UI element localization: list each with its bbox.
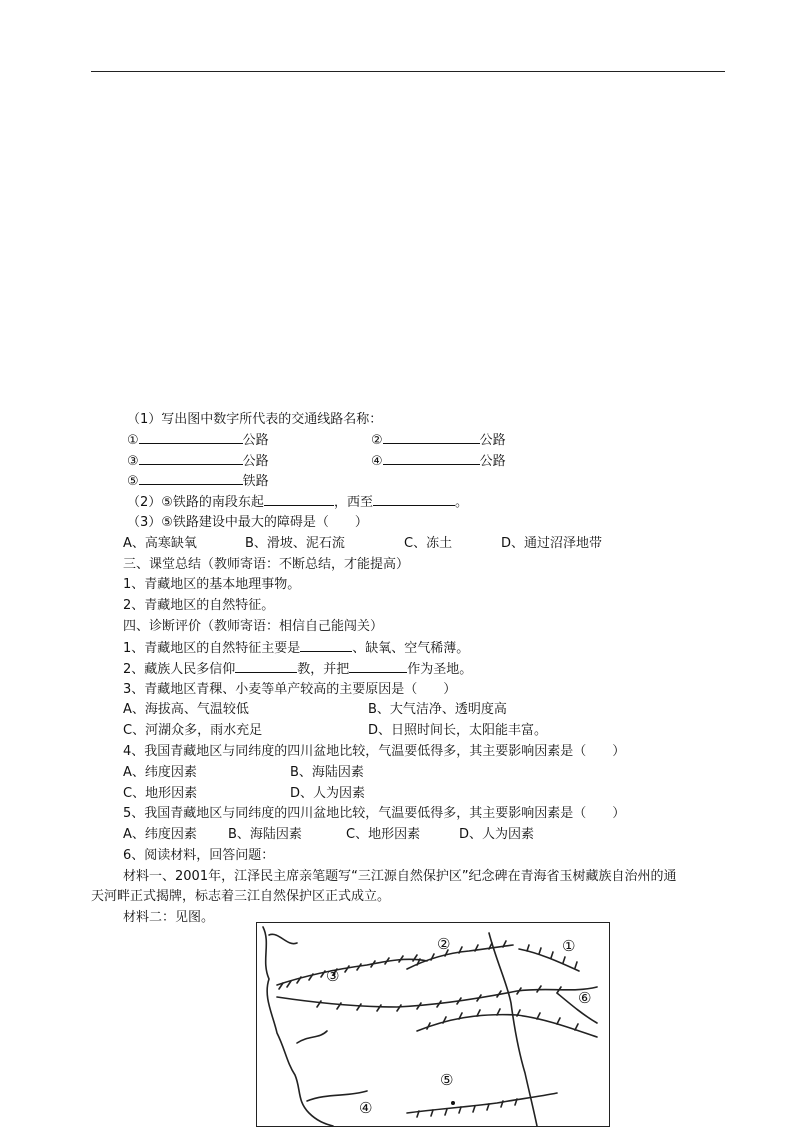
map-label-1: ①	[562, 937, 576, 955]
eval-q1	[123, 639, 469, 658]
eval-q2-text-a: 2、藏族人民多信仰	[123, 662, 236, 677]
eval-q3-a: A、海拔高、气温较低	[123, 702, 249, 717]
q3-opt-d: D、通过沼泽地带	[501, 536, 603, 551]
eval-q5-c: C、地形因素	[346, 827, 421, 842]
west-feature	[297, 1031, 327, 1043]
q2-text-b: ，西至	[333, 495, 373, 510]
eval-q2-text-c: 作为圣地。	[407, 662, 473, 677]
q1-item-1	[127, 431, 269, 450]
num-3: ③	[127, 454, 139, 469]
num-1: ①	[127, 433, 139, 448]
eval-q5-a: A、纬度因素	[123, 827, 197, 842]
summary-point-2: 2、青藏地区的自然特征。	[123, 598, 275, 613]
range-middle	[277, 987, 597, 1007]
q1-item-4	[371, 452, 506, 471]
q2-text-c: 。	[454, 495, 468, 510]
material-1-line-1: 材料一、2001年，江泽民主席亲笔题写“三江源自然保护区”纪念碑在青海省玉树藏族自治州的通	[123, 869, 677, 884]
eval-q2-blank-2[interactable]	[349, 660, 407, 673]
q3: （3）⑤铁路建设中最大的障碍是（ ）	[127, 515, 368, 530]
eval-q1-text-a: 1、青藏地区的自然特征主要是	[123, 641, 301, 656]
eval-q3-c: C、河湖众多，雨水充足	[123, 723, 263, 738]
blank-3[interactable]	[139, 452, 243, 465]
eval-q4-a: A、纬度因素	[123, 765, 197, 780]
blank-2[interactable]	[383, 431, 480, 444]
q2-blank-east[interactable]	[264, 493, 334, 506]
range-lower	[417, 1015, 597, 1037]
q3-opt-b: B、滑坡、泥石流	[245, 536, 345, 551]
num-5: ⑤	[127, 474, 139, 489]
road-label: 公路	[242, 433, 269, 448]
eval-q2-blank-1[interactable]	[235, 660, 297, 673]
eval-q4-c: C、地形因素	[123, 786, 198, 801]
eval-q3: 3、青藏地区青稞、小麦等单产较高的主要原因是（ ）	[123, 682, 457, 697]
map-label-3: ③	[326, 967, 340, 985]
blank-4[interactable]	[383, 452, 480, 465]
eval-q6: 6、阅读材料，回答问题：	[123, 848, 275, 863]
map-label-5: ⑤	[440, 1071, 454, 1089]
three-rivers-map	[256, 922, 610, 1127]
material-2: 材料二：见图。	[123, 910, 215, 925]
eval-q2	[123, 660, 472, 679]
eval-q4-b: B、海陆因素	[290, 765, 364, 780]
map-label-6: ⑥	[578, 989, 592, 1007]
header-rule	[91, 71, 725, 72]
q1-item-5	[127, 472, 269, 491]
road-label: 公路	[479, 433, 506, 448]
road-label: 公路	[242, 454, 269, 469]
summary-point-1: 1、青藏地区的基本地理事物。	[123, 577, 301, 592]
q1-prompt: （1）写出图中数字所代表的交通线路名称：	[127, 412, 383, 427]
road-4	[407, 1093, 557, 1113]
eval-q4: 4、我国青藏地区与同纬度的四川盆地比较，气温要低得多，其主要影响因素是（ ）	[123, 744, 626, 759]
q1-item-2	[371, 431, 506, 450]
q2-text-a: （2）⑤铁路的南段东起	[127, 495, 264, 510]
eval-q1-text-b: 、缺氧、空气稀薄。	[352, 641, 470, 656]
nw-coast	[269, 934, 297, 943]
lhasa-point	[451, 1101, 455, 1105]
eval-q5-d: D、人为因素	[459, 827, 535, 842]
num-2: ②	[371, 433, 383, 448]
eval-q5-b: B、海陆因素	[228, 827, 302, 842]
range-lower-hatch	[427, 1009, 578, 1030]
road-label: 公路	[479, 454, 506, 469]
map-label-2: ②	[437, 935, 451, 953]
eval-q5: 5、我国青藏地区与同纬度的四川盆地比较，气温要低得多，其主要影响因素是（ ）	[123, 806, 626, 821]
num-4: ④	[371, 454, 383, 469]
road-4-hatch	[417, 1099, 517, 1117]
q1-item-3	[127, 452, 269, 471]
rail-label: 铁路	[242, 474, 269, 489]
eval-q4-d: D、人为因素	[290, 786, 366, 801]
eval-title: 四、诊断评价（教师寄语：相信自己能闯关）	[123, 619, 384, 634]
eval-q1-blank[interactable]	[300, 639, 352, 652]
blank-5[interactable]	[139, 472, 243, 485]
material-1-line-2: 天河畔正式揭牌，标志着三江自然保护区正式成立。	[91, 889, 391, 904]
blank-1[interactable]	[139, 431, 243, 444]
south-range	[307, 1091, 367, 1101]
west-border	[263, 927, 333, 1126]
q2-blank-west[interactable]	[373, 493, 455, 506]
q2	[127, 493, 468, 512]
range-3	[277, 959, 427, 985]
map-label-4: ④	[359, 1099, 373, 1117]
map-drawing	[257, 923, 609, 1126]
eval-q3-b: B、大气洁净、透明度高	[368, 702, 507, 717]
eval-q2-text-b: 教，并把	[297, 662, 350, 677]
q3-opt-a: A、高寒缺氧	[123, 536, 197, 551]
eval-q3-d: D、日照时间长，太阳能丰富。	[368, 723, 548, 738]
q3-opt-c: C、冻土	[404, 536, 453, 551]
summary-title: 三、课堂总结（教师寄语：不断总结，才能提高）	[123, 557, 410, 572]
